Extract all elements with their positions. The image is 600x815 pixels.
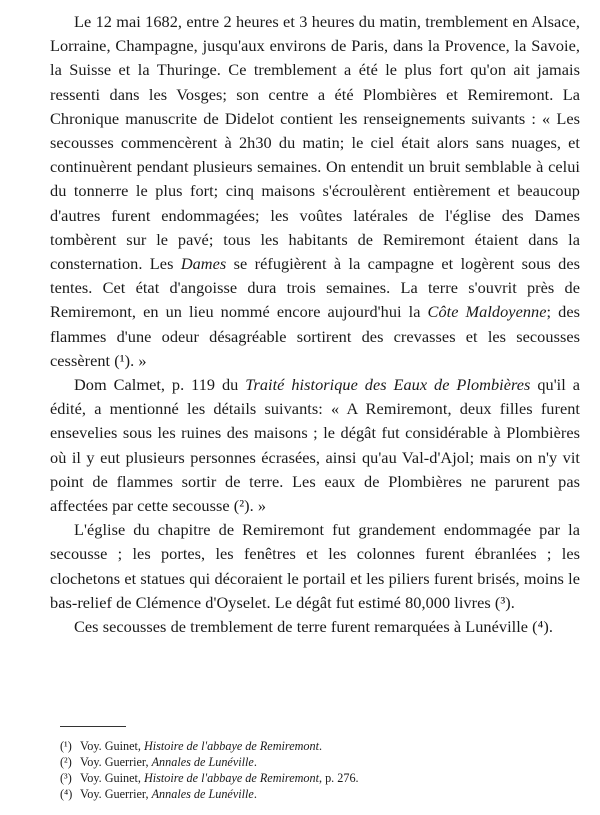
paragraph-3 <box>50 518 580 615</box>
paragraph-2 <box>50 373 580 518</box>
footnote-title: Annales de Lunéville <box>151 787 254 801</box>
text-run: qu'il a édité, a mentionné les détails suivants: « A Remiremont, deux filles furent ensevelies sous les ruines des maisons ; le dégât fut considérable à Plombières où il y eut plusieurs personnes écrasées, ainsi qu'au Val-d'Ajol; mais on n'y vit point de flammes sortir de terre. Les eaux de Plombières ne parurent pas affectées par cette secousse (²). » <box>50 375 580 516</box>
italic-text: Traité historique des Eaux de Plombières <box>245 375 531 395</box>
text-run: Ces secousses de tremblement de terre furent remarquées à Lunéville (⁴). <box>74 617 553 637</box>
footnote-number: (³) <box>60 771 72 785</box>
footnote-title: Histoire de l'abbaye de Remiremont <box>143 739 319 753</box>
footnote-suffix: , p. 276. <box>318 771 359 785</box>
footnote-author: Voy. Guerrier, <box>80 755 152 769</box>
footnote-suffix: . <box>253 787 257 801</box>
footnote-divider <box>60 726 126 727</box>
footnote-1 <box>60 738 560 754</box>
text-run: se réfugièrent à la campagne et logèrent sous des tentes. Cet état d'angoisse dura trois semaines. La terre s'ouvrit près de Remiremont, en un lieu nommé encore aujourd'hui la <box>50 254 580 322</box>
footnote-2 <box>60 754 560 770</box>
footnote-author: Voy. Guinet, <box>80 771 144 785</box>
italic-text: Côte Maldoyenne <box>427 302 547 322</box>
footnotes <box>60 738 560 802</box>
text-run: Dom Calmet, p. 119 du <box>74 375 246 395</box>
footnote-4 <box>60 786 560 802</box>
footnote-suffix: . <box>318 739 323 753</box>
text-run: L'église du chapitre de Remiremont fut grandement endommagée par la secousse ; les portes, les fenêtres et les colonnes furent ébranlées ; les clochetons et statues qui décoraient le portail et les piliers furent brisés, moins le bas-relief de Clémence d'Oyselet. Le dégât fut estimé 80,000 livres (³). <box>50 520 580 612</box>
text-run: Le 12 mai 1682, entre 2 heures et 3 heures du matin, tremblement en Alsace, Lorraine, Champagne, jusqu'aux environs de Paris, dans la Provence, la Savoie, la Suisse et la Thuringe. Ce tremblement a été le plus fort qu'on ait jamais ressenti dans les Vosges; son centre a été Plombières et Remiremont. La Chronique manuscrite de Didelot contient les renseignements suivants : « Les secousses commencèrent à 2h30 du matin; le ciel était alors sans nuages, et continuèrent pendant plusieurs semaines. On entendit un bruit semblable à celui du tonnerre le plus fort; cinq maisons s'écroulèrent entièrement et beaucoup d'autres furent endommagées; les voûtes latérales de l'église des Dames tombèrent sur le pavé; tous les habitants de Remiremont étaient dans la consternation. Les <box>50 12 580 274</box>
paragraph-1 <box>50 10 580 373</box>
footnote-title: Annales de Lunéville <box>151 755 254 769</box>
footnote-author: Voy. Guerrier, <box>80 787 152 801</box>
italic-text: Dames <box>180 254 227 274</box>
footnote-title: Histoire de l'abbaye de Remiremont <box>143 771 319 785</box>
paragraph-4 <box>50 615 580 639</box>
footnote-number: (⁴) <box>60 787 73 801</box>
footnote-number: (¹) <box>60 739 72 753</box>
text-run: ; des flammes d'une odeur désagréable sortirent des crevasses et les secousses cessèrent (¹). » <box>50 302 581 370</box>
footnote-suffix: . <box>253 755 257 769</box>
footnote-number: (²) <box>60 755 72 769</box>
page-body <box>50 10 580 639</box>
footnote-3 <box>60 770 560 786</box>
footnote-author: Voy. Guinet, <box>80 739 144 753</box>
